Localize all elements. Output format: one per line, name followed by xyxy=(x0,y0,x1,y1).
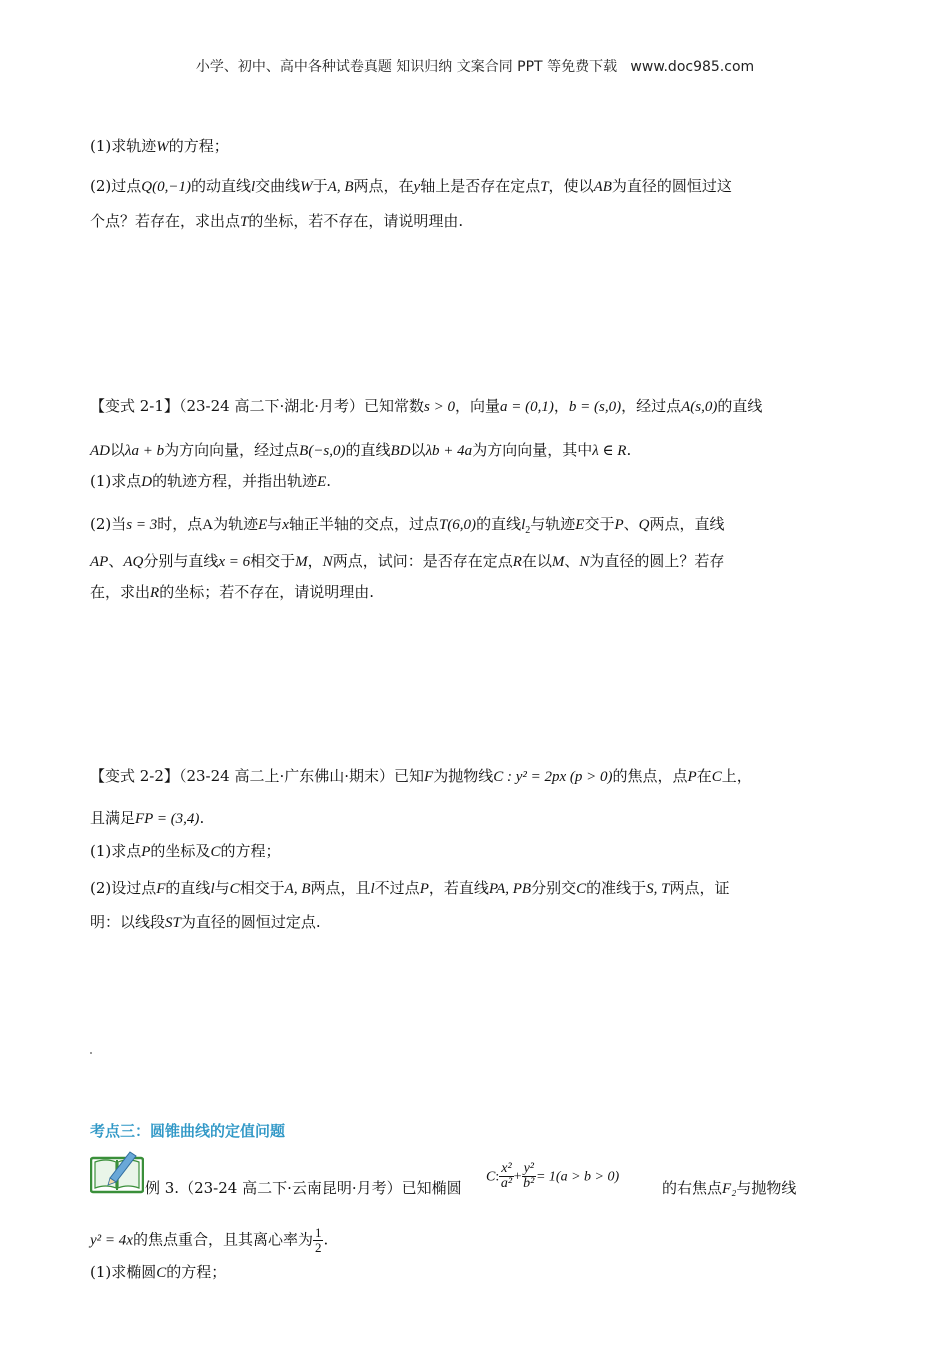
points-ab: A, B xyxy=(327,179,354,195)
var-t: T xyxy=(540,179,549,195)
v22-line1 xyxy=(90,766,752,787)
line-bd: BD xyxy=(390,443,411,459)
line-ad: AD xyxy=(90,443,110,459)
math: λ ∈ R xyxy=(592,443,627,459)
var-r: R xyxy=(512,554,522,570)
prev-q1 xyxy=(90,136,229,157)
var-p: P xyxy=(141,844,151,860)
frac-x xyxy=(499,1162,513,1191)
t: 为抛物线 xyxy=(433,767,494,785)
var-c: C xyxy=(576,881,587,897)
var-c: C xyxy=(210,844,221,860)
t: ， xyxy=(553,397,569,415)
t: 以 xyxy=(410,441,426,459)
t: 为方向向量，经过点 xyxy=(164,441,300,459)
t: 的轨迹方程，并指出轨迹 xyxy=(152,472,318,490)
t: 的坐标，若不存在，请说明理由. xyxy=(248,212,464,230)
t: 且满足 xyxy=(90,809,136,827)
t: 在 xyxy=(696,767,712,785)
t: (1)求椭圆 xyxy=(90,1263,157,1281)
var-e: E xyxy=(317,474,327,490)
t: 相交于 xyxy=(250,552,296,570)
t: 已知常数 xyxy=(364,397,425,415)
v21-q2-line2 xyxy=(90,551,724,572)
var-p: P xyxy=(687,769,697,785)
math-vector-fp: FP = (3,4) xyxy=(135,811,200,827)
v21-q2-line1: (2)当s = 3时，点A为轨迹E与x轴正半轴的交点，过点T(6,0)的直线$l_2$与轨迹E交于P、Q两点，直线 xyxy=(90,515,725,536)
t: ， xyxy=(307,552,323,570)
t: (2)当 xyxy=(90,515,127,533)
ex3-q1 xyxy=(90,1262,226,1283)
frac-num: x² xyxy=(501,1161,512,1176)
frac-den: a² xyxy=(500,1176,513,1191)
var-f: F xyxy=(424,769,434,785)
t: 与轨迹 xyxy=(530,515,576,533)
var-l: l xyxy=(370,881,375,897)
t: 、 xyxy=(623,515,639,533)
segment-ab: AB xyxy=(593,179,612,195)
t: ，使以 xyxy=(548,177,594,195)
t: . xyxy=(626,441,632,459)
t: 为直径的圆恒过定点. xyxy=(180,913,321,931)
t: 不过点 xyxy=(374,879,420,897)
math: s > 0 xyxy=(424,399,455,415)
prev-q2-line2 xyxy=(90,211,463,232)
site-banner: 小学、初中、高中各种试卷真题 知识归纳 文案合同 PPT 等免费下载 www.doc985.com xyxy=(195,59,755,75)
t: (1)求点 xyxy=(90,842,142,860)
points-ab: A, B xyxy=(284,881,311,897)
var-e: E xyxy=(575,517,585,533)
t: 轴正半轴的交点，过点 xyxy=(288,515,439,533)
t: 为直径的圆恒过这 xyxy=(611,177,732,195)
math: x = 6 xyxy=(218,554,251,570)
ex3-line1-end xyxy=(662,1178,796,1199)
t: 在以 xyxy=(521,552,552,570)
var-m: M xyxy=(295,554,308,570)
var-e: E xyxy=(258,517,268,533)
var-r: R xyxy=(150,585,160,601)
t: 相交于 xyxy=(239,879,285,897)
var-d: D xyxy=(141,474,153,490)
example-label: 例 3. xyxy=(145,1179,180,1197)
t: 分别交 xyxy=(531,879,577,897)
variant-tag: 【变式 2-1】 xyxy=(90,397,179,415)
t: 的焦点，点 xyxy=(612,767,688,785)
points-st: S, T xyxy=(646,881,670,897)
prev-q2-line1 xyxy=(90,176,732,197)
t: . xyxy=(323,1230,329,1249)
var-l: l xyxy=(210,881,215,897)
point-q: Q(0,−1) xyxy=(141,179,191,195)
t: 轴上是否存在定点 xyxy=(420,177,541,195)
variant-source: （23-24 高二下·湖北·月考） xyxy=(178,397,364,415)
t: 的直线 xyxy=(345,441,391,459)
section-title: 考点三：圆锥曲线的定值问题 xyxy=(90,1122,286,1140)
t: 为直径的圆上？若存 xyxy=(589,552,725,570)
var-w: W xyxy=(300,179,313,195)
t: 的准线于 xyxy=(586,879,647,897)
t: 的焦点重合，且其离心率为 xyxy=(132,1230,313,1249)
var-c: C xyxy=(711,769,722,785)
var-f: F xyxy=(156,881,166,897)
stray-dot xyxy=(90,1052,92,1054)
t: 于 xyxy=(312,177,328,195)
var-x: x xyxy=(282,517,289,533)
v22-q2-line1 xyxy=(90,878,730,899)
t: 、 xyxy=(108,552,124,570)
var-c: C xyxy=(229,881,240,897)
t: 在，求出 xyxy=(90,583,151,601)
var-c: C xyxy=(486,1169,496,1185)
var-p: P xyxy=(419,881,429,897)
t: 为方向向量，其中 xyxy=(472,441,593,459)
prev-q1-suffix: 的方程； xyxy=(168,137,229,155)
t: 、 xyxy=(564,552,580,570)
var-w: W xyxy=(156,139,169,155)
t: 的直线 xyxy=(476,515,522,533)
var-t: T xyxy=(240,214,249,230)
t: 两点，且 xyxy=(310,879,371,897)
math: s = 3 xyxy=(126,517,158,533)
frac-y xyxy=(522,1162,536,1191)
t: 的坐标；若不存在，请说明理由. xyxy=(159,583,374,601)
ellipse-equation xyxy=(486,1162,619,1191)
frac-den: b² xyxy=(523,1176,535,1191)
t: 与抛物线 xyxy=(736,1179,797,1197)
t: 的右焦点 xyxy=(662,1179,723,1197)
math: λb + 4a xyxy=(425,443,473,459)
v21-q2-line3 xyxy=(90,582,374,603)
t: 与 xyxy=(267,515,283,533)
t: . xyxy=(199,809,205,827)
t: ，向量 xyxy=(454,397,500,415)
var-l: l xyxy=(521,517,526,533)
v21-line2 xyxy=(90,440,631,461)
t: . xyxy=(326,472,332,490)
var-n: N xyxy=(579,554,590,570)
t: 的直线 xyxy=(165,879,211,897)
t: = 1(a > b > 0) xyxy=(535,1169,620,1185)
t: 两点，在 xyxy=(353,177,414,195)
lines-pa-pb: PA, PB xyxy=(488,881,532,897)
t: 时，点 xyxy=(157,515,203,533)
v21-q1 xyxy=(90,471,331,492)
var-n: N xyxy=(322,554,333,570)
point-b: B(−s,0) xyxy=(299,443,346,459)
ex3-line1 xyxy=(145,1178,462,1198)
math-vector-a: a = (0,1) xyxy=(500,399,554,415)
t: 的方程； xyxy=(166,1263,227,1281)
math-vector-b: b = (s,0) xyxy=(568,399,622,415)
frac-num: 1 xyxy=(314,1225,322,1240)
variant-tag: 【变式 2-2】 xyxy=(90,767,179,785)
segment-st: ST xyxy=(165,915,181,931)
book-pencil-icon xyxy=(90,1148,144,1194)
line-aq: AQ xyxy=(123,554,144,570)
t: 交曲线 xyxy=(255,177,301,195)
var-m: M xyxy=(551,554,565,570)
math-parabola: C : y² = 2px (p > 0) xyxy=(493,769,613,785)
t: 为轨迹 xyxy=(213,515,259,533)
variant-source: （23-24 高二上·广东佛山·期末） xyxy=(178,767,394,785)
t: 两点，试问：是否存在定点 xyxy=(332,552,513,570)
t: (2)过点 xyxy=(90,177,142,195)
var-a: A xyxy=(202,517,214,533)
point-a: A(s,0) xyxy=(681,399,718,415)
frac-den: 2 xyxy=(314,1240,322,1255)
t: 明：以线段 xyxy=(90,913,166,931)
t: 的动直线 xyxy=(190,177,251,195)
t: 以 xyxy=(110,441,126,459)
t: 个点？若存在，求出点 xyxy=(90,212,241,230)
t: : xyxy=(495,1169,500,1185)
frac-num: y² xyxy=(523,1161,534,1176)
prev-q1-prefix: (1)求轨迹 xyxy=(90,137,157,155)
t: 的方程； xyxy=(220,842,281,860)
var-l: l xyxy=(250,179,256,195)
t: (2)设过点 xyxy=(90,879,157,897)
var-q: Q xyxy=(638,517,650,533)
math: λa + b xyxy=(125,443,165,459)
ex3-line2 xyxy=(90,1226,328,1255)
t: 与 xyxy=(214,879,230,897)
point-t: T(6,0) xyxy=(438,517,477,533)
var-f2: F₂ xyxy=(722,1181,737,1197)
t: (1)求点 xyxy=(90,472,142,490)
t: 的坐标及 xyxy=(150,842,211,860)
t: 上， xyxy=(721,767,752,785)
t: 的直线 xyxy=(717,397,763,415)
v22-q1 xyxy=(90,841,280,862)
v22-q2-line2 xyxy=(90,912,321,933)
t: 已知 xyxy=(394,767,425,785)
math-parabola: y² = 4x xyxy=(90,1232,133,1249)
var-y: y xyxy=(413,179,421,195)
example-source: （23-24 高二下·云南昆明·月考） xyxy=(179,1179,402,1197)
t: 分别与直线 xyxy=(143,552,219,570)
t: + xyxy=(513,1169,522,1185)
line-ap: AP xyxy=(90,554,109,570)
t: 两点，直线 xyxy=(649,515,725,533)
t: ，若直线 xyxy=(428,879,489,897)
t: ，经过点 xyxy=(621,397,682,415)
t: 已知椭圆 xyxy=(401,1179,462,1197)
t: 两点，证 xyxy=(669,879,730,897)
t: 交于 xyxy=(584,515,615,533)
v22-line2 xyxy=(90,808,204,829)
frac-half xyxy=(313,1226,324,1255)
var-c: C xyxy=(156,1265,167,1281)
var-p: P xyxy=(614,517,624,533)
v21-line1 xyxy=(90,396,762,417)
